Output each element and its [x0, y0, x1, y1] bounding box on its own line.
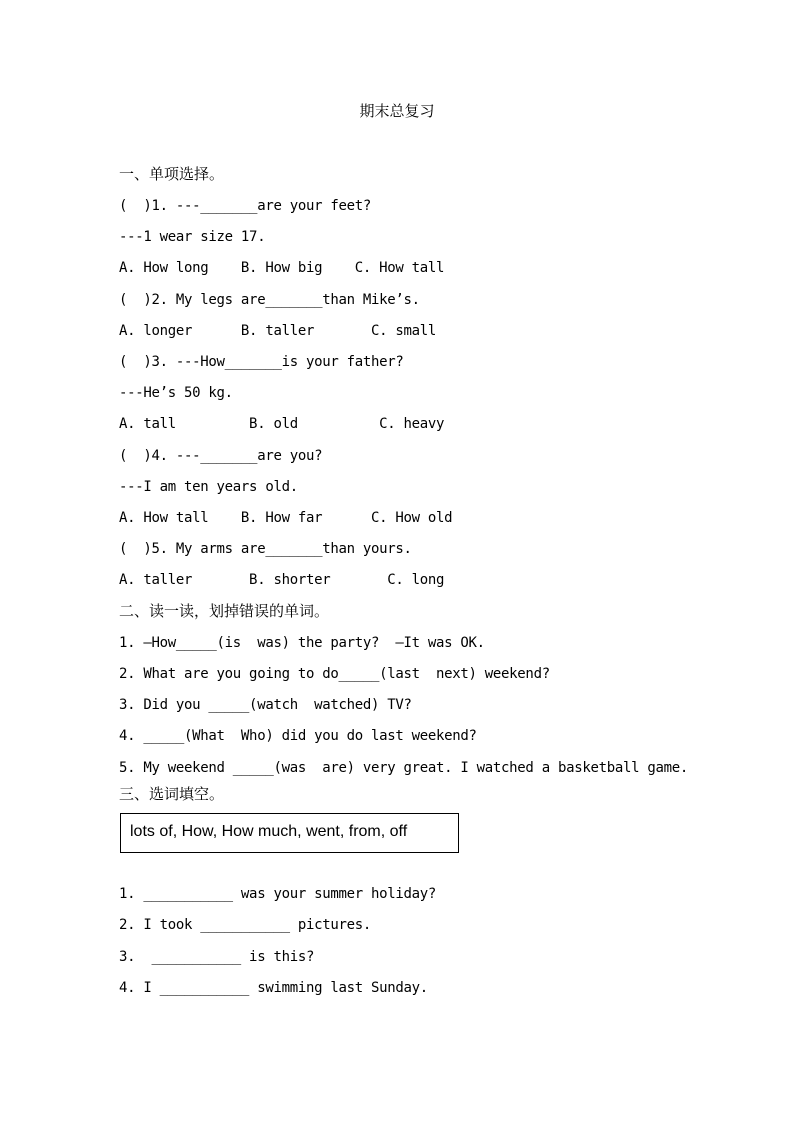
page-title: 期末总复习 — [359, 102, 435, 120]
section-2-heading: 二、读一读，划掉错误的单词。 — [119, 602, 330, 620]
exercise-3-item-3: 3. ___________ is this? — [119, 949, 315, 965]
exercise-3-item-1: 1. ___________ was your summer holiday? — [119, 886, 437, 902]
exercise-2-item-1: 1. —How_____(is was) the party? —It was OK. — [119, 635, 485, 651]
exercise-3-item-4: 4. I ___________ swimming last Sunday. — [119, 980, 428, 996]
answer-4: ---I am ten years old. — [119, 479, 298, 495]
answer-1: ---1 wear size 17. — [119, 229, 266, 245]
section-1-heading: 一、单项选择。 — [119, 165, 225, 183]
options-1: A. How long B. How big C. How tall — [119, 260, 445, 276]
exercise-2-item-3: 3. Did you _____(watch watched) TV? — [119, 697, 412, 713]
options-2: A. longer B. taller C. small — [119, 323, 437, 339]
options-5: A. taller B. shorter C. long — [119, 572, 445, 588]
exercise-2-item-4: 4. _____(What Who) did you do last weekend? — [119, 728, 477, 744]
exercise-2-item-5: 5. My weekend _____(was are) very great. I watched a basketball game. — [119, 760, 689, 776]
word-bank-box: lots of, How, How much, went, from, off — [120, 813, 459, 853]
options-3: A. tall B. old C. heavy — [119, 416, 445, 432]
question-5: ( )5. My arms are_______than yours. — [119, 541, 412, 557]
options-4: A. How tall B. How far C. How old — [119, 510, 453, 526]
question-2: ( )2. My legs are_______than Mike’s. — [119, 292, 420, 308]
question-4: ( )4. ---_______are you? — [119, 448, 323, 464]
question-1: ( )1. ---_______are your feet? — [119, 198, 371, 214]
question-3: ( )3. ---How_______is your father? — [119, 354, 404, 370]
exercise-2-item-2: 2. What are you going to do_____(last next) weekend? — [119, 666, 550, 682]
exercise-3-item-2: 2. I took ___________ pictures. — [119, 917, 371, 933]
answer-3: ---He’s 50 kg. — [119, 385, 233, 401]
section-3-heading: 三、选词填空。 — [119, 785, 225, 803]
